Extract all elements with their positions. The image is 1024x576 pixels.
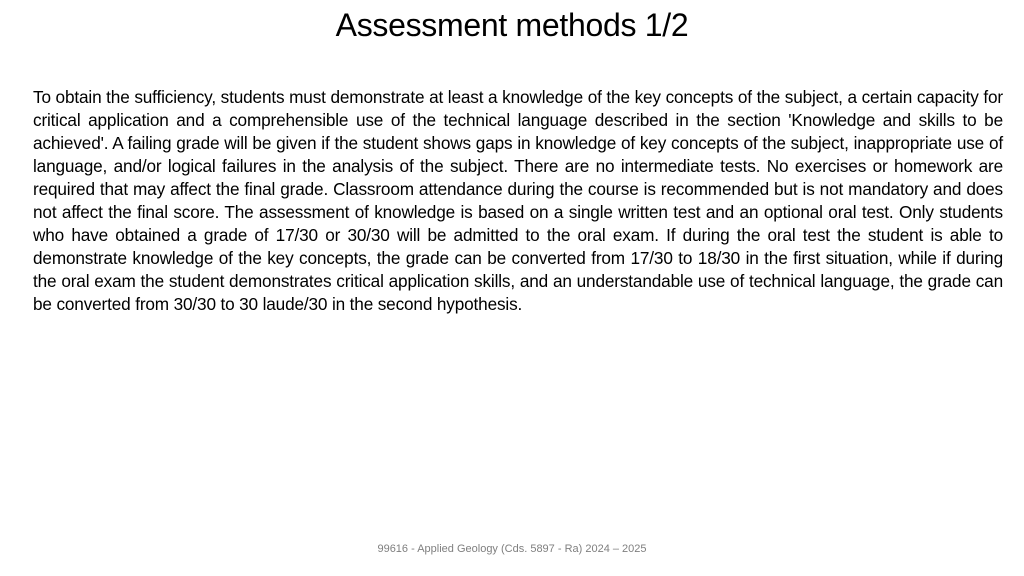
slide-title: Assessment methods 1/2 bbox=[335, 7, 689, 43]
slide-footer: 99616 - Applied Geology (Cds. 5897 - Ra) 2024 – 2025 bbox=[377, 543, 647, 555]
slide-body-text: To obtain the sufficiency, students must demonstrate at least a knowledge of the key concepts of the subject, a certain capacity for critical application and a comprehensible use of the technical language described in the section 'Knowledge and skills to be achieved'. A failing grade will be given if the student shows gaps in knowledge of key concepts of the subject, inappropriate use of language, and/or logical failures in the analysis of the subject. There are no intermediate tests. No exercises or homework are required that may affect the final grade. Classroom attendance during the course is recommended but is not mandatory and does not affect the final score. The assessment of knowledge is based on a single written test and an optional oral test. Only students who have obtained a grade of 17/30 or 30/30 will be admitted to the oral exam. If during the oral test the student is able to demonstrate knowledge of the key concepts, the grade can be converted from 17/30 to 18/30 in the first situation, while if during the oral exam the student demonstrates critical application skills, and an understandable use of technical language, the grade can be converted from 30/30 to 30 laude/30 in the second hypothesis. bbox=[33, 87, 1003, 314]
